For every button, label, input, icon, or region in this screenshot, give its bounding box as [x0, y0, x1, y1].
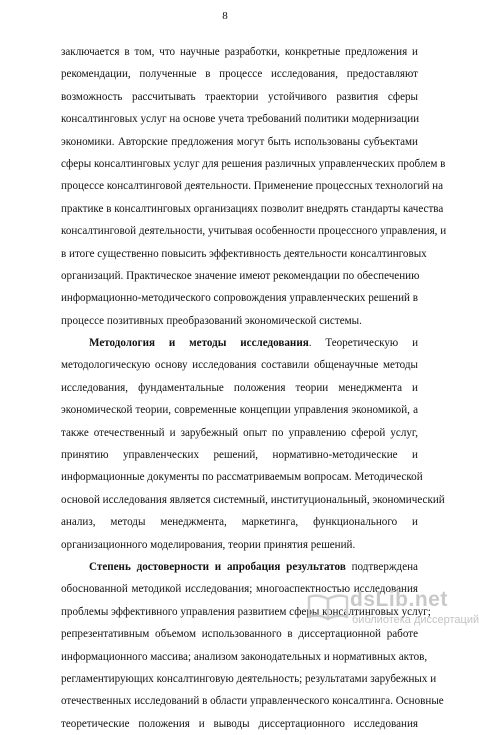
text-line: обоснованной методикой исследования; многоаспектностью исследования	[61, 583, 418, 596]
page-number: 8	[222, 10, 228, 22]
text-line: консалтинговых услуг на основе учета требований политики модернизации	[61, 113, 420, 126]
reliability-heading: Степень достоверности и апробация результатов	[89, 560, 346, 573]
text-line: сферы консалтинговых услуг для решения различных управленческих проблем в	[61, 157, 446, 170]
text-line: теоретические положения и выводы диссертационного исследования	[61, 717, 418, 730]
text-line: процессе консалтинговой деятельности. Применение процессных технологий на	[61, 180, 444, 193]
text-line: в итоге существенно повысить эффективность деятельности консалтинговых	[61, 247, 427, 260]
text-line: экономики. Авторские предложения могут быть использованы субъектами	[61, 135, 418, 148]
text-line: процессе позитивных преобразований экономической системы.	[61, 314, 362, 327]
text-line: информационно-методического сопровождения управленческих решений в	[61, 292, 418, 305]
text-line: организаций. Практическое значение имеют рекомендации по обеспечению	[61, 269, 420, 282]
text-line: проблемы эффективного управления развитием сферы консалтинговых услуг;	[61, 605, 431, 618]
methodology-first-line-text: . Теоретическую и	[308, 337, 419, 350]
text-line: регламентирующих консалтинговую деятельность; результатами зарубежных и	[61, 672, 437, 685]
methodology-heading: Методология и методы исследования	[89, 337, 309, 350]
text-line: заключается в том, что научные разработки, конкретные предложения и	[61, 46, 418, 58]
text-line: информационного массива; анализом законодательных и нормативных актов,	[61, 650, 428, 663]
text-line: репрезентативным объемом использованного в диссертационной работе	[61, 628, 418, 641]
text-line: анализ, методы менеджмента, маркетинга, функционального и	[61, 516, 418, 529]
text-line: информационные документы по рассматриваемым вопросам. Методической	[61, 471, 423, 484]
watermark-domain: dsLib.net	[350, 588, 448, 611]
watermark-tagline: библиотека диссертаций	[352, 614, 479, 626]
text-line: принятию управленческих решений, нормативно-методические и	[61, 449, 418, 462]
text-line: организационного моделирования, теории принятия решений.	[61, 538, 356, 551]
reliability-first-line-text: подтверждена	[345, 560, 418, 573]
book-logo-icon	[306, 590, 350, 622]
text-line: также отечественный и зарубежный опыт по управлению сферой услуг,	[61, 426, 418, 439]
text-line: основой исследования является системный, институциональный, экономический	[61, 493, 445, 506]
text-line: практике в консалтинговых организациях позволит внедрять стандарты качества	[61, 202, 444, 215]
text-line: консалтинговой деятельности, учитывая особенности процессного управления, и	[61, 225, 447, 238]
methodology-first-line	[61, 332, 418, 354]
text-line: методологическую основу исследования составили общенаучные методы	[61, 359, 418, 372]
text-line: экономической теории, современные концепции управления экономикой, а	[61, 404, 418, 417]
dslib-watermark	[306, 588, 479, 630]
text-line: исследования, фундаментальные положения теории менеджмента и	[61, 381, 418, 394]
text-line: возможность рассчитывать траектории устойчивого развития сферы	[61, 90, 418, 103]
reliability-first-line	[61, 556, 418, 578]
text-line: отечественных исследований в области управленческого консалтинга. Основные	[61, 695, 444, 708]
document-body	[61, 41, 447, 735]
text-line: рекомендации, полученные в процессе исследования, предоставляют	[61, 68, 418, 81]
